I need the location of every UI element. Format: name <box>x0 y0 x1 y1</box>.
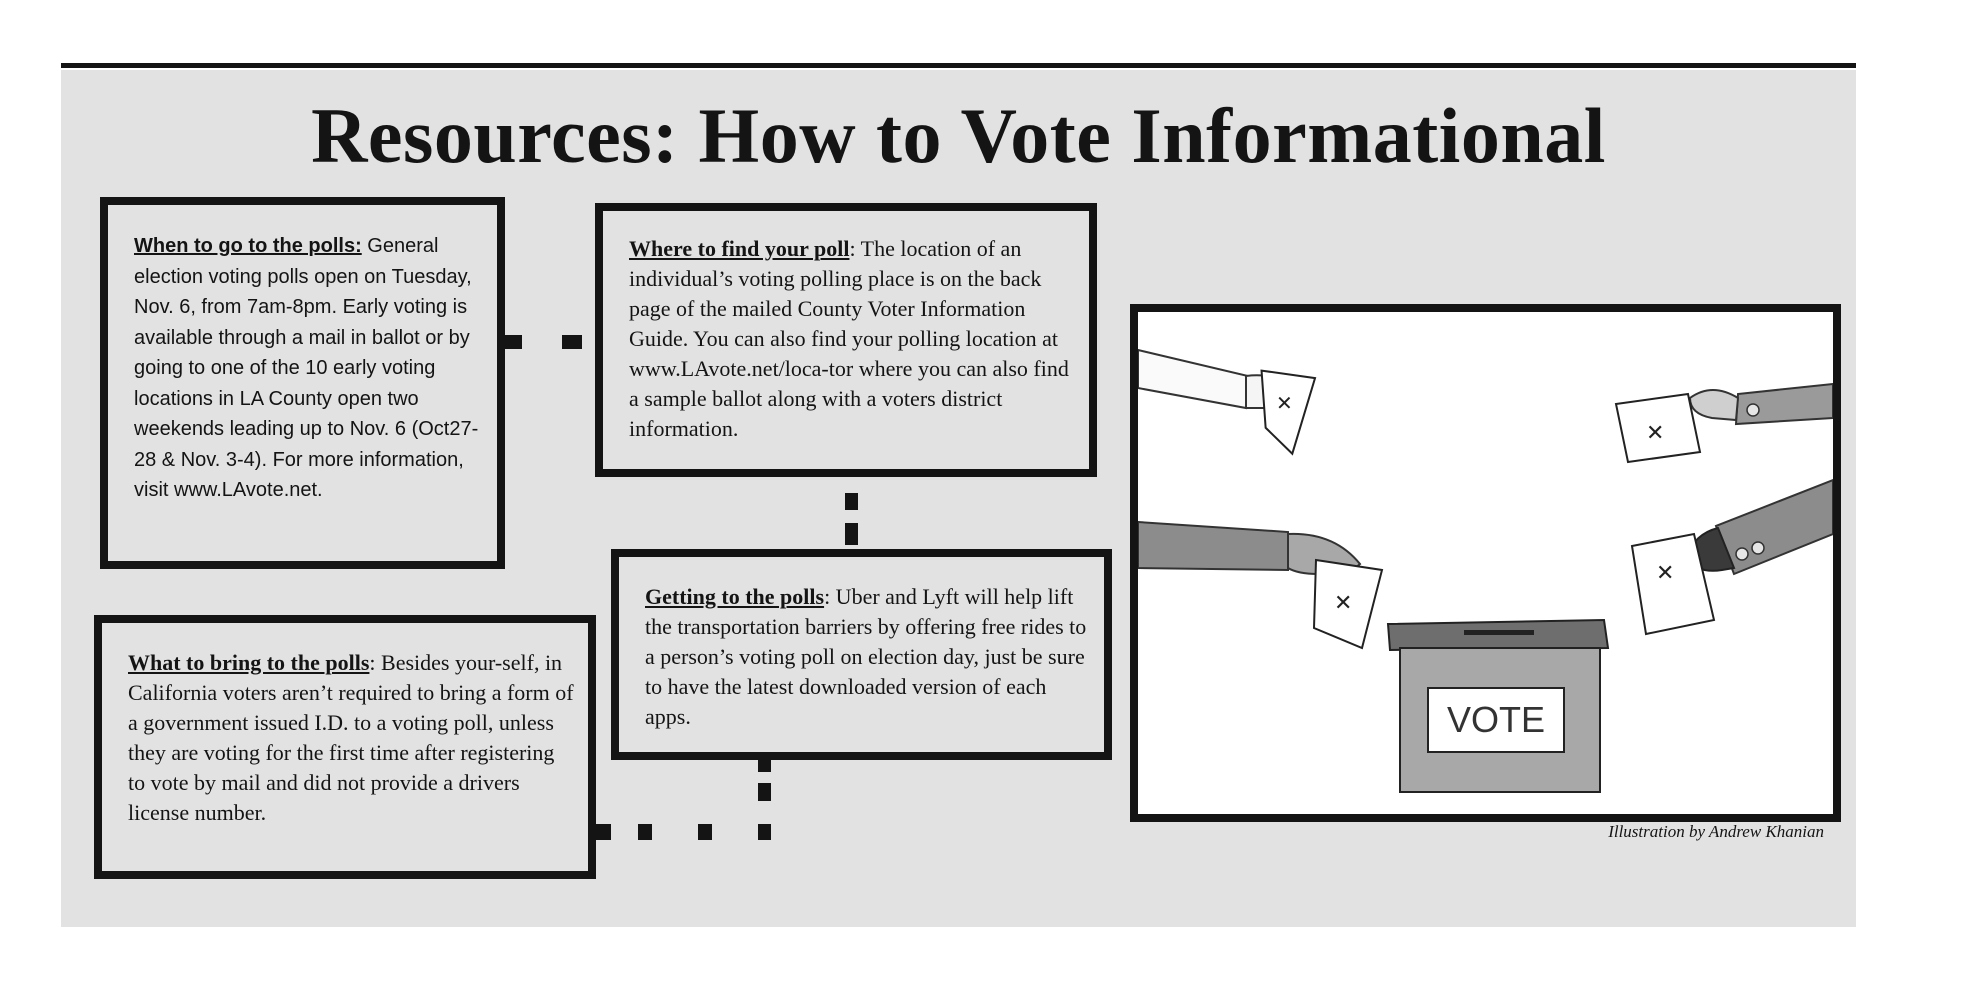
when-to-go-box <box>100 197 505 569</box>
ballot-mark: ✕ <box>1646 421 1665 446</box>
where-to-find-heading: Where to find your poll <box>629 236 850 261</box>
ballot-top-right <box>1616 394 1700 462</box>
where-to-find-text <box>629 234 1077 444</box>
connector-dash <box>758 824 771 840</box>
getting-to-polls-heading: Getting to the polls <box>645 584 825 609</box>
ballot-box <box>1388 620 1608 792</box>
voting-illustration-art <box>1138 312 1833 814</box>
what-to-bring-body: : Besides your-self, in California voters aren’t required to bring a form of a government issued I.D. to a voting poll, unless they are voting for the first time after registering to vote by mail and did not provide a drivers license number. <box>128 650 574 825</box>
connector-dash <box>562 335 582 349</box>
getting-to-polls-body: : Uber and Lyft will help lift the transportation barriers by offering free rides to a person’s voting poll on election day, just be sure to have the latest downloaded version of each apps. <box>645 584 1087 729</box>
ballot-mark: ✕ <box>1656 561 1675 586</box>
connector-dash <box>596 824 611 840</box>
connector-dash <box>698 824 712 840</box>
getting-to-polls-text <box>645 582 1092 732</box>
connector-dash <box>845 493 858 510</box>
connector-dash <box>758 760 771 772</box>
voting-illustration <box>1130 304 1841 822</box>
connector-dash <box>845 523 858 545</box>
ballot-middle-left <box>1314 560 1382 648</box>
page-title: Resources: How to Vote Informational <box>311 92 1606 179</box>
ballot-mark: ✕ <box>1276 391 1293 415</box>
connector-dash <box>638 824 652 840</box>
connector-dash <box>758 783 771 801</box>
what-to-bring-heading: What to bring to the polls <box>128 650 370 675</box>
where-to-find-box <box>595 203 1097 477</box>
when-to-go-body: General election voting polls open on Tuesday, Nov. 6, from 7am-8pm. Early voting is available through a mail in ballot or by going to one of the 10 early voting locations in LA County open two weekends leading up to Nov. 6 (Oct27-28 & Nov. 3-4). For more information, visit www.LAvote.net. <box>134 235 479 501</box>
what-to-bring-text <box>128 648 576 828</box>
connector-dash <box>505 335 522 349</box>
when-to-go-heading: When to go to the polls: <box>134 235 362 257</box>
what-to-bring-box <box>94 615 596 879</box>
when-to-go-text <box>134 231 485 506</box>
hand-middle-right <box>1686 480 1833 574</box>
top-rule <box>61 63 1856 68</box>
ballot-mark: ✕ <box>1334 591 1353 616</box>
illustration-credit: Illustration by Andrew Khanian <box>1608 822 1824 841</box>
where-to-find-body: : The location of an individual’s voting polling place is on the back page of the mailed County Voter Information Guide. You can also find your polling location at www.LAvote.net/loca-tor where you can also find a sample ballot along with a voters district information. <box>629 236 1069 441</box>
vote-label: VOTE <box>1446 699 1546 740</box>
getting-to-polls-box <box>611 549 1112 760</box>
hand-top-right <box>1690 384 1833 424</box>
